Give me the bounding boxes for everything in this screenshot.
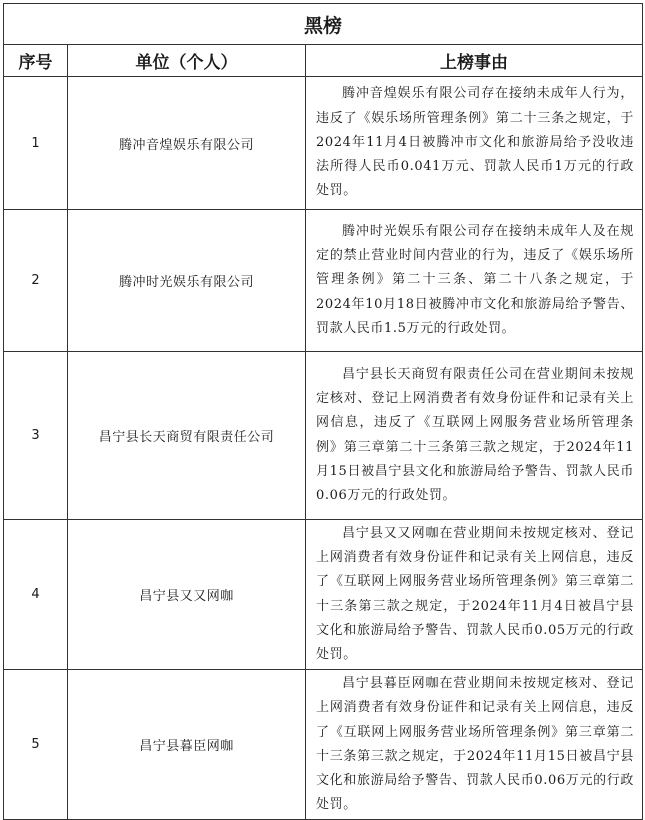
row-unit: 昌宁县暮臣网咖: [68, 670, 306, 820]
header-reason: 上榜事由: [306, 45, 643, 77]
row-index: 4: [4, 520, 68, 670]
table-row: [4, 520, 643, 670]
blacklist-table: [3, 3, 643, 820]
table-row: [4, 210, 643, 352]
row-unit: 腾冲时光娱乐有限公司: [68, 210, 306, 352]
header-unit: 单位（个人）: [68, 45, 306, 77]
table-row: [4, 77, 643, 210]
row-unit: 腾冲音煌娱乐有限公司: [68, 77, 306, 210]
row-reason: 腾冲时光娱乐有限公司存在接纳未成年人及在规定的禁止营业时间内营业的行为，违反了《娱乐场所管理条例》第二十三条、第二十八条之规定，于2024年10月18日被腾冲市文化和旅游局给予警告、罚款人民币1.5万元的行政处罚。: [316, 223, 635, 336]
row-index: 1: [4, 77, 68, 210]
row-reason: 腾冲音煌娱乐有限公司存在接纳未成年人行为，违反了《娱乐场所管理条例》第二十三条之规定，于2024年11月4日被腾冲市文化和旅游局给予没收违法所得人民币0.041万元、罚款人民币1万元的行政处罚。: [316, 86, 635, 199]
row-unit: 昌宁县又又网咖: [68, 520, 306, 670]
header-index: 序号: [4, 45, 68, 77]
row-reason: 昌宁县长天商贸有限责任公司在营业期间未按规定核对、登记上网消费者有效身份证件和记录有关上网信息，违反了《互联网上网服务营业场所管理条例》第三章第二十三条第三款之规定，于2024年11月15日被昌宁县文化和旅游局给予警告、罚款人民币0.06万元的行政处罚。: [316, 366, 635, 503]
table-row: [4, 670, 643, 820]
row-reason: 昌宁县又又网咖在营业期间未按规定核对、登记上网消费者有效身份证件和记录有关上网信息，违反了《互联网上网服务营业场所管理条例》第三章第二十三条第三款之规定，于2024年11月4日被昌宁县文化和旅游局给予警告、罚款人民币0.05万元的行政处罚。: [316, 526, 635, 663]
header-row: [4, 45, 643, 77]
table-row: [4, 352, 643, 520]
row-index: 5: [4, 670, 68, 820]
row-index: 3: [4, 352, 68, 520]
row-index: 2: [4, 210, 68, 352]
row-reason: 昌宁县暮臣网咖在营业期间未按规定核对、登记上网消费者有效身份证件和记录有关上网信息，违反了《互联网上网服务营业场所管理条例》第三章第二十三条第三款之规定，于2024年11月15日被昌宁县文化和旅游局给予警告、罚款人民币0.06万元的行政处罚。: [316, 676, 635, 813]
row-unit: 昌宁县长天商贸有限责任公司: [68, 352, 306, 520]
table-title: 黑榜: [4, 4, 643, 45]
